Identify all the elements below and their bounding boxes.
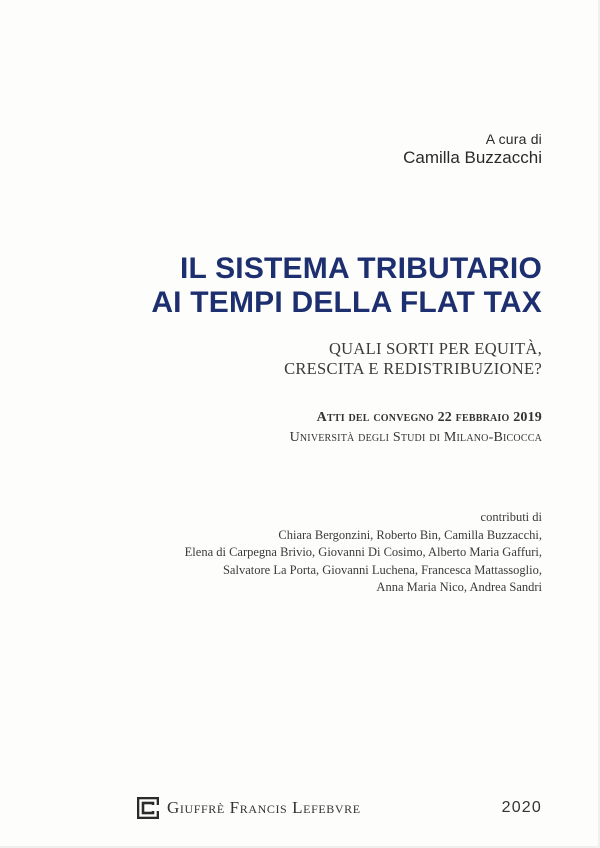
publisher <box>137 797 361 819</box>
book-subtitle <box>284 339 542 379</box>
contributors-line: Elena di Carpegna Brivio, Giovanni Di Cosimo, Alberto Maria Gaffuri, <box>184 545 542 559</box>
contributors-block <box>185 509 542 597</box>
curator-label: A cura di <box>485 131 542 147</box>
publisher-name: Giuffrè Francis Lefebvre <box>167 798 361 817</box>
book-title <box>151 252 542 320</box>
book-title-line-2: AI TEMPI DELLA FLAT TAX <box>151 286 542 319</box>
book-title-line-1: IL SISTEMA TRIBUTARIO <box>180 252 542 285</box>
conference-info <box>290 408 542 448</box>
conference-university: Università degli Studi di Milano-Bicocca <box>289 430 542 445</box>
book-subtitle-line-2: CRESCITA E REDISTRIBUZIONE? <box>284 359 542 378</box>
publisher-logo-icon <box>137 797 159 819</box>
contributors-line: Salvatore La Porta, Giovanni Luchena, Francesca Mattassoglio, <box>222 562 542 577</box>
conference-date: Atti del convegno 22 febbraio 2019 <box>316 410 542 425</box>
contributors-heading: contributi di <box>480 510 542 524</box>
book-subtitle-line-1: QUALI SORTI PER EQUITÀ, <box>328 339 542 358</box>
contributors-line: Anna Maria Nico, Andrea Sandri <box>376 580 542 594</box>
contributors-line: Chiara Bergonzini, Roberto Bin, Camilla Buzzacchi, <box>278 527 542 542</box>
curator-name: Camilla Buzzacchi <box>403 148 542 167</box>
publication-year: 2020 <box>501 799 542 816</box>
